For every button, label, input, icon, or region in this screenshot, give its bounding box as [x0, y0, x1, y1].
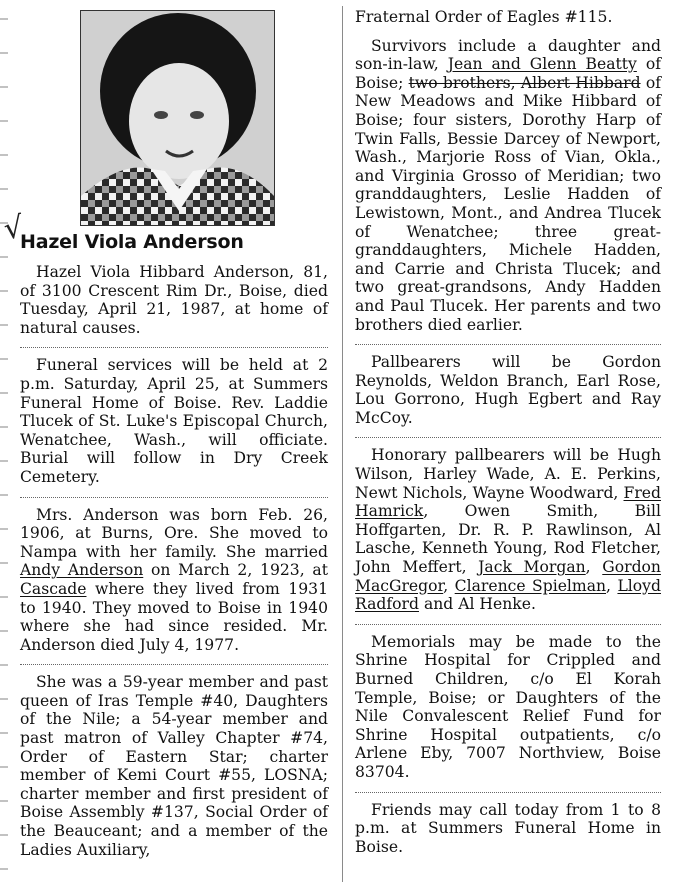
- portrait-photo-icon: [81, 11, 274, 225]
- check-mark-icon: √: [1, 209, 26, 248]
- marked-name: Fred Hamrick: [355, 483, 661, 521]
- obituary-name-heading: Hazel Viola Anderson: [20, 231, 244, 253]
- divider: [20, 664, 328, 665]
- column-divider: [342, 6, 343, 882]
- memorials-paragraph: Memorials may be made to the Shrine Hospital for Crippled and Burned Children, c/o El Korah Temple, Boise; or Daughters of the Nile Convalescent Relief Fund for Shrine Hospital outpatients, c/o Arlene Eby, 7007 Northview, Boise 83704.: [355, 632, 661, 781]
- funeral-paragraph: Funeral services will be held at 2 p.m. Saturday, April 25, at Summers Funeral Home of Boise. Rev. Laddie Tlucek of St. Luke's Episcopal Church, Wenatchee, Wash., will officiate. Burial will follow in Dry Creek Cemetery.: [20, 356, 328, 486]
- intro-paragraph: Hazel Viola Hibbard Anderson, 81, of 3100 Crescent Rim Dr., Boise, died Tuesday, April 21, 1987, at home of natural causes.: [20, 263, 328, 337]
- divider: [20, 347, 328, 348]
- biography-paragraph: Mrs. Anderson was born Feb. 26, 1906, at Burns, Ore. She moved to Nampa with her family. She married Andy Anderson on March 2, 1923, at Cascade where they lived from 1931 to 1940. They moved to Boise in 1940 where she had since resided. Mr. Anderson died July 4, 1977.: [20, 505, 328, 654]
- divider: [355, 344, 661, 345]
- right-column: [355, 8, 661, 866]
- divider: [20, 497, 328, 498]
- struck-name: two brothers, Albert Hibbard: [408, 73, 641, 92]
- divider: [355, 437, 661, 438]
- marked-place: Cascade: [20, 579, 87, 598]
- marked-name: Clarence Spielman: [454, 576, 607, 595]
- pallbearers-paragraph: Pallbearers will be Gordon Reynolds, Weldon Branch, Earl Rose, Lou Gorrono, Hugh Egbert and Ray McCoy.: [355, 353, 661, 427]
- marked-name: Jack Morgan: [478, 558, 586, 577]
- marked-name: Andy Anderson: [20, 561, 144, 580]
- marked-name: Lloyd Radford: [355, 576, 661, 614]
- divider: [355, 792, 661, 793]
- survivors-paragraph: Survivors include a daughter and son-in-law, Jean and Glenn Beatty of Boise; two brothers, Albert Hibbard of New Meadows and Mike Hibbard of Boise; four sisters, Dorothy Harp of Twin Falls, Bessie Darcey of Newport, Wash., Marjorie Ross of Vian, Okla., and Virginia Grosso of Meridian; two granddaughters, Leslie Hadden of Lewistown, Mont., and Andrea Tlucek of Wenatchee; three great-granddaughters, Michele Hadden, and Carrie and Christa Tlucek; and two great-grandsons, Andy Hadden and Paul Tlucek. Her parents and two brothers died earlier.: [355, 36, 661, 334]
- memberships-continued: Fraternal Order of Eagles #115.: [355, 8, 613, 26]
- clipping-edge: [0, 0, 8, 889]
- memberships-paragraph: She was a 59-year member and past queen of Iras Temple #40, Daughters of the Nile; a 54-year member and past matron of Valley Chapter #74, Order of Eastern Star; charter member of Kemi Court #55, LOSNA; charter member and first president of Boise Assembly #137, Social Order of the Beauceant; and a member of the Ladies Auxiliary,: [20, 673, 328, 859]
- visitation-paragraph: Friends may call today from 1 to 8 p.m. at Summers Funeral Home in Boise.: [355, 800, 661, 856]
- left-column: [20, 263, 328, 869]
- honorary-pallbearers-paragraph: Honorary pallbearers will be Hugh Wilson, Harley Wade, A. E. Perkins, Newt Nichols, Wayne Woodward, Fred Hamrick, Owen Smith, Bill Hoffgarten, Dr. R. P. Rawlinson, Al Lasche, Kenneth Young, Rod Fletcher, John Meffert, Jack Morgan, Gordon MacGregor, Clarence Spielman, Lloyd Radford and Al Henke.: [355, 446, 661, 614]
- divider: [355, 624, 661, 625]
- marked-name: Jean and Glenn Beatty: [447, 55, 637, 74]
- portrait-photo: [80, 10, 275, 226]
- marked-name: Gordon MacGregor: [355, 558, 661, 595]
